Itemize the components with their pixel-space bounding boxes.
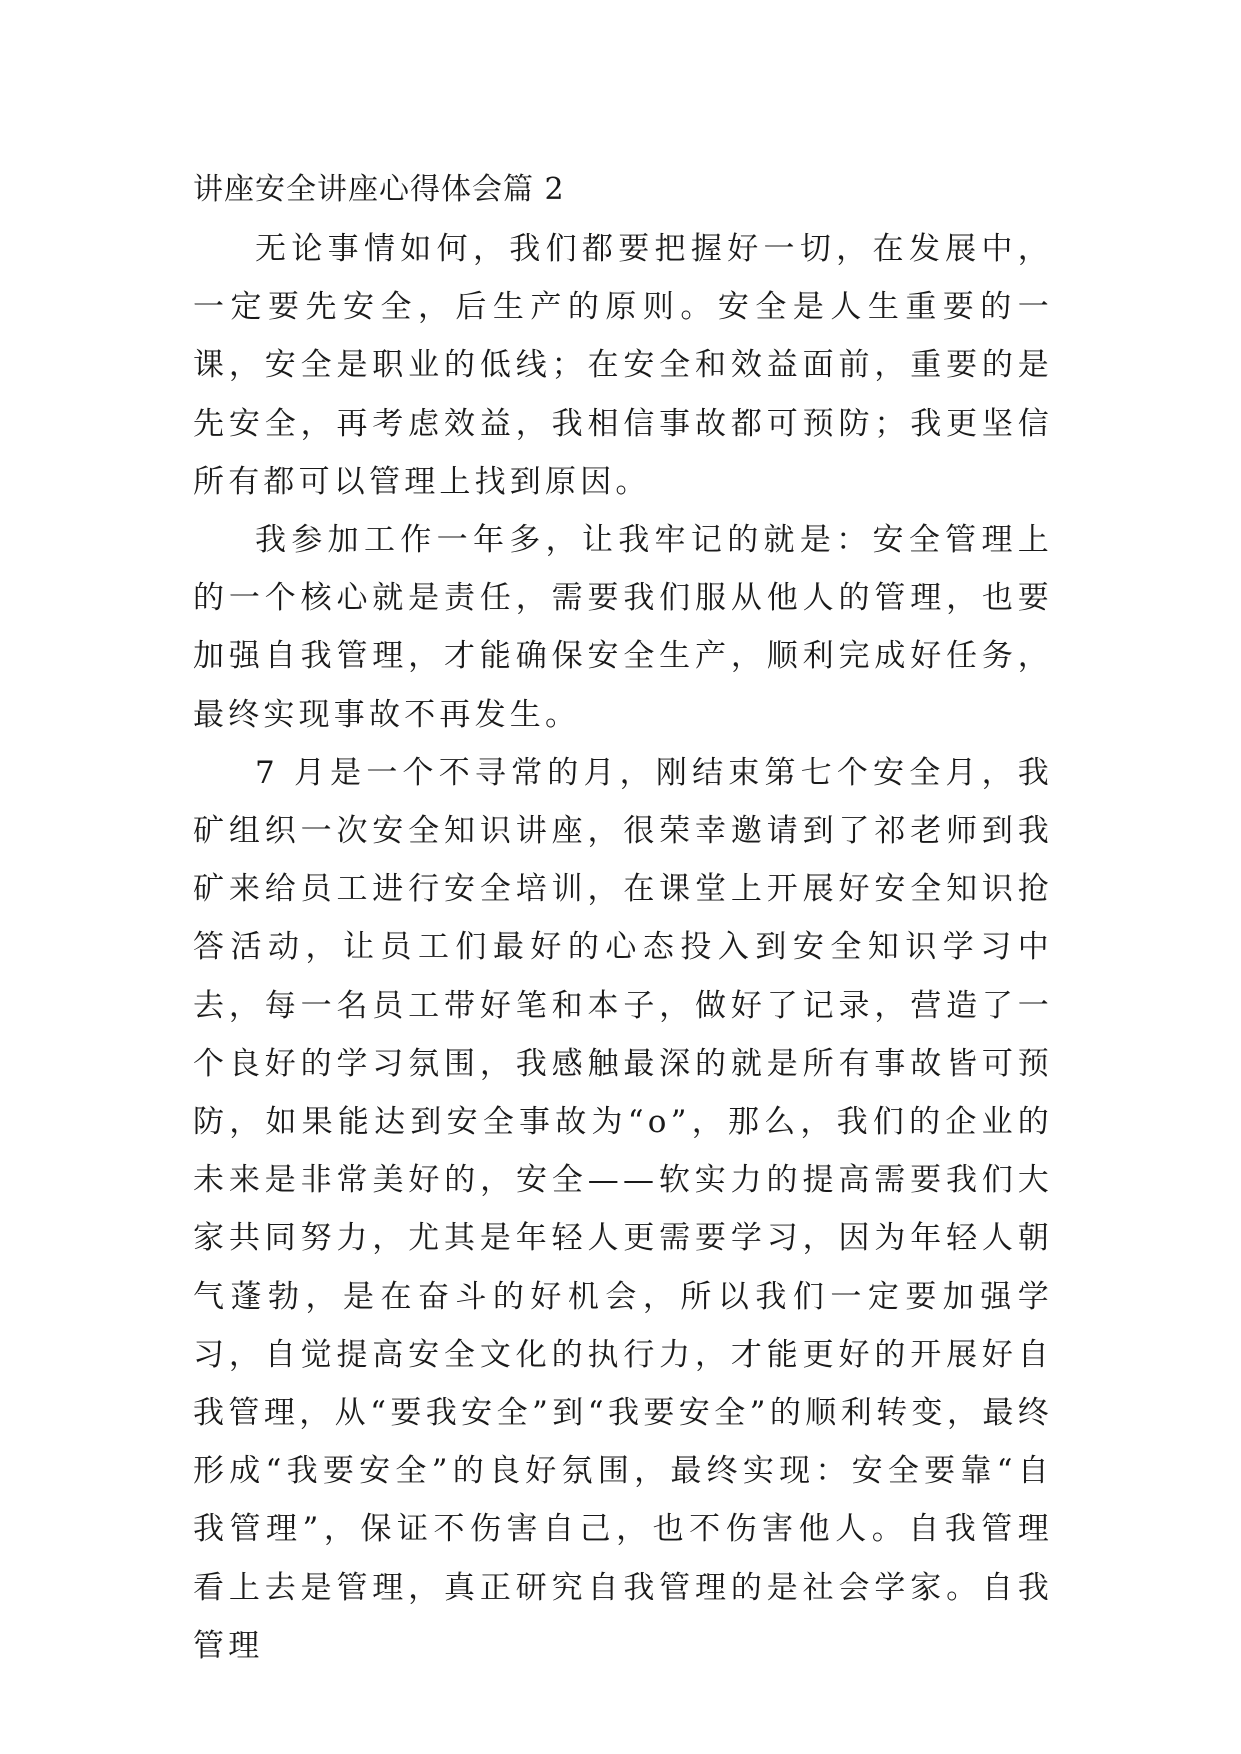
document-body xyxy=(193,160,1053,1675)
document-title: 讲座安全讲座心得体会篇 2 xyxy=(193,172,565,207)
paragraph-3: 7 月是一个不寻常的月，刚结束第七个安全月，我矿组织一次安全知识讲座，很荣幸邀请到了祁老师到我矿来给员工进行安全培训，在课堂上开展好安全知识抢答活动，让员工们最好的心态投入到安全知识学习中去，每一名员工带好笔和本子，做好了记录，营造了一个良好的学习氛围，我感触最深的就是所有事故皆可预防，如果能达到安全事故为“o”，那么，我们的企业的未来是非常美好的，安全——软实力的提高需要我们大家共同努力，尤其是年轻人更需要学习，因为年轻人朝气蓬勃，是在奋斗的好机会，所以我们一定要加强学习，自觉提高安全文化的执行力，才能更好的开展好自我管理，从“要我安全”到“我要安全”的顺利转变，最终形成“我要安全”的良好氛围，最终实现：安全要靠“自我管理”，保证不伤害自己，也不伤害他人。自我管理看上去是管理，真正研究自我管理的是社会学家。自我管理 xyxy=(193,754,1053,1664)
paragraph-1: 无论事情如何，我们都要把握好一切，在发展中，一定要先安全，后生产的原则。安全是人生重要的一课，安全是职业的低线；在安全和效益面前，重要的是先安全，再考虑效益，我相信事故都可预防；我更坚信所有都可以管理上找到原因。 xyxy=(193,231,1053,500)
paragraph-2: 我参加工作一年多，让我牢记的就是：安全管理上的一个核心就是责任，需要我们服从他人的管理，也要加强自我管理，才能确保安全生产，顺利完成好任务，最终实现事故不再发生。 xyxy=(193,522,1053,733)
